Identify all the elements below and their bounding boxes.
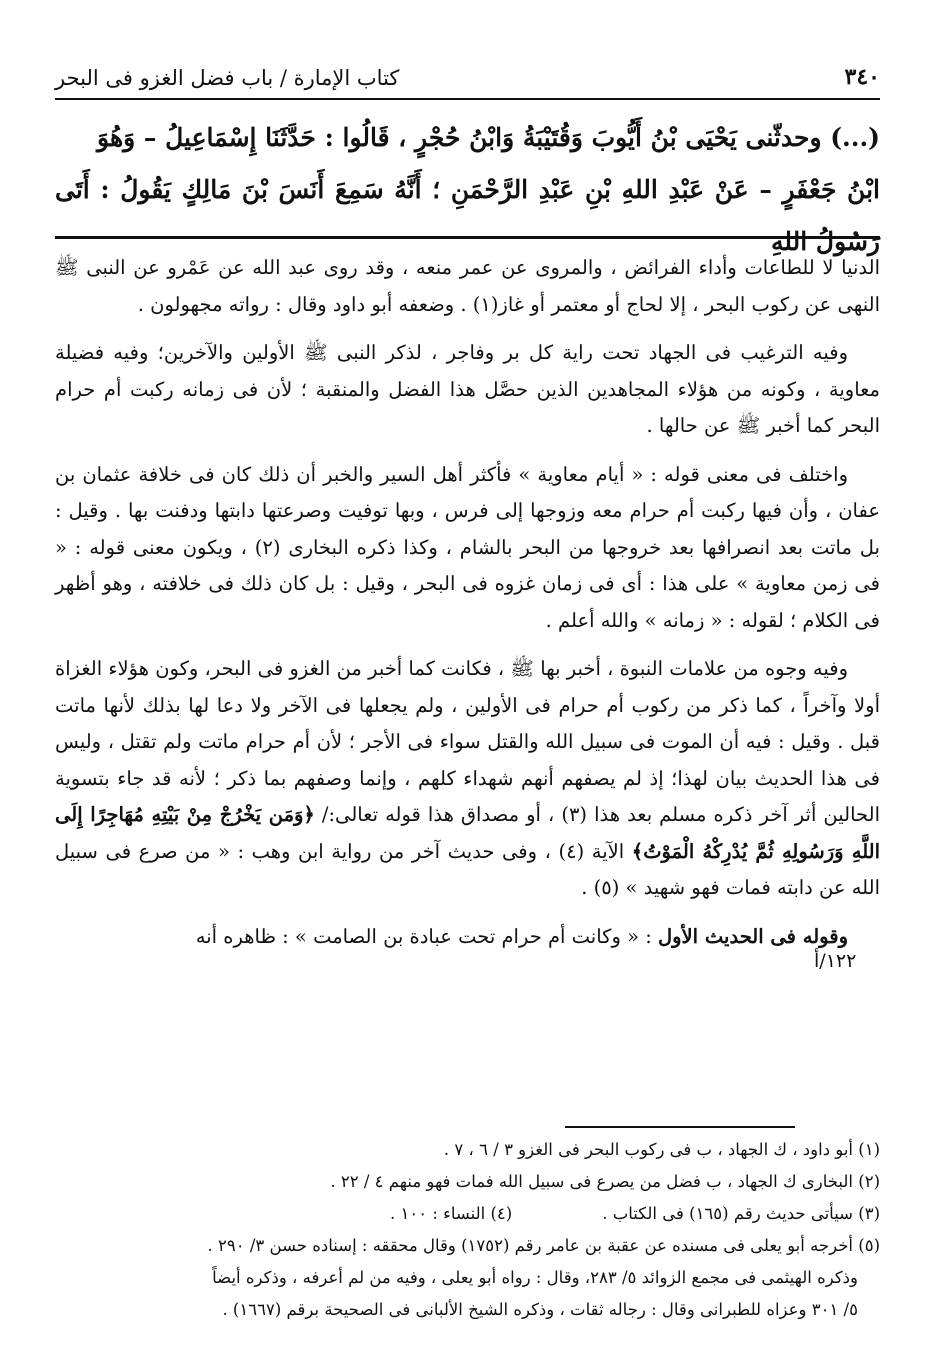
quran-verse: ﴿وَمَن يَخْرُجْ مِنْ بَيْتِهِ مُهَاجِرًا إِلَى اللَّهِ وَرَسُولِهِ ثُمَّ يُدْرِكْهُ الْمَوْتُ﴾ xyxy=(55,803,881,863)
page-number: ٣٤٠ xyxy=(844,64,880,90)
page-header xyxy=(55,62,880,100)
hadith-text xyxy=(55,112,880,268)
footnotes xyxy=(55,1134,880,1326)
commentary-paragraph: وفيه الترغيب فى الجهاد تحت راية كل بر وفاجر ، لذكر النبى ﷺ الأولين والآخرين؛ وفيه فضيلة معاوية ، وكونه من هؤلاء المجاهدين الذين حصَّل هذا الفضل والمنقبة ؛ لأن فى زمانه ركبت أم حرام البحر كما أخبر ﷺ عن حالها . xyxy=(55,341,880,437)
lemma-heading: وقوله فى الحديث الأول xyxy=(657,924,848,948)
commentary-paragraph: واختلف فى معنى قوله : « أيام معاوية » فأكثر أهل السير والخبر أن ذلك كان فى خلافة عثمان بن عفان ، وأن فيها ركبت أم حرام معه وزوجها إلى فرس ، وبها توفيت وصرعتها دابتها ودفنت بها . وقيل : بل ماتت بعد انصرافها بعد خروجها من البحر بالشام ، وكذا ذكره البخارى (٢) ، ويكون معنى قوله : « فى زمن معاوية » على هذا : أى فى زمان غزوه فى البحر ، وقيل : بل كان ذلك فى خلافته ، وهو أظهر فى الكلام ؛ لقوله : « زمانه » والله أعلم . xyxy=(55,462,880,632)
footnote-divider xyxy=(565,1126,795,1128)
section-divider xyxy=(55,236,880,239)
commentary-paragraph: الدنيا لا للطاعات وأداء الفرائض ، والمروى عن عمر منعه ، وقد روى عبد الله عن عَمْرو عن النبى ﷺ النهى عن ركوب البحر ، إلا لحاج أو معتمر أو غاز(١) . وضعفه أبو داود وقال : رواته مجهولون . xyxy=(55,256,880,316)
footnote: (٢) البخارى ك الجهاد ، ب فضل من يصرع فى سبيل الله فمات فهو منهم ٤ / ٢٢ . xyxy=(330,1172,880,1191)
footnote-row xyxy=(55,1198,880,1230)
commentary-paragraph xyxy=(55,651,880,907)
paragraph-text: وفيه وجوه من علامات النبوة ، أخبر بها ﷺ ، فكانت كما أخبر من الغزو فى البحر، وكون هؤلاء الغزاة أولا وآخراً ، كما ذكر من ركوب أم حرام فى الأولين ، ولم يجعلها فى الآخر ولا دعا لها بذلك لأنها ماتت قبل . وقيل : فيه أن الموت فى سبيل الله والقتل سواء فى الأجر ؛ لأن أم حرام ماتت ولم تقتل ، وليس فى هذا الحديث بيان لهذا؛ إذ لم يصفهم أنهم شهداء كلهم ، وإنما وصفهم بما ذكر ؛ لأنه قد جاء بتسوية الحالين أثر آخر ذكره مسلم بعد هذا (٣) ، أو مصداق هذا قوله تعالى:/ xyxy=(55,657,880,826)
hadith-line: ابْنُ جَعْفَرٍ – عَنْ عَبْدِ اللهِ بْنِ عَبْدِ الرَّحْمَنِ ؛ أَنَّهُ سَمِعَ أَنَسَ بْنَ مَالِكٍ يَقُولُ : أَتَى رَسُولُ اللهِ xyxy=(55,175,880,256)
footnote-continuation: ٥/ ٣٠١ وعزاه للطبرانى وقال : رجاله ثقات ، وذكره الشيخ الألبانى فى الصحيحة برقم (١٦٦٧) . xyxy=(222,1300,858,1319)
manuscript-folio-note: ١٢٢/أ xyxy=(814,950,857,972)
paragraph-text: : « وكانت أم حرام تحت عبادة بن الصامت » : ظاهره أنه xyxy=(195,924,652,948)
hadith-line: (...) وحدثّنى يَحْيَى بْنُ أَيُّوبَ وَقُتَيْبَةُ وَابْنُ حُجْرٍ ، قَالُوا : حَدَّثَنَا إِسْمَاعِيلُ – وَهُوَ xyxy=(97,123,880,152)
footnote: (٣) سيأتى حديث رقم (١٦٥) فى الكتاب . xyxy=(602,1204,880,1223)
footnote: (٤) النساء : ١٠٠ . xyxy=(390,1204,513,1223)
footnote: (٥) أخرجه أبو يعلى فى مسنده عن عقبة بن عامر رقم (١٧٥٢) وقال محققه : إسناده حسن ٣/ ٢٩٠ . xyxy=(207,1236,880,1255)
running-title: كتاب الإمارة / باب فضل الغزو فى البحر xyxy=(55,66,400,90)
footnote: (١) أبو داود ، ك الجهاد ، ب فى ركوب البحر فى الغزو ٣ / ٦ ، ٧ . xyxy=(443,1140,880,1159)
paragraph-text: الآية (٤) ، وفى حديث آخر من رواية ابن وهب : « من صرع فى سبيل الله عن دابته فمات فهو شهيد » (٥) . xyxy=(55,839,880,899)
footnote-continuation: وذكره الهيثمى فى مجمع الزوائد ٥/ ٢٨٣، وقال : رواه أبو يعلى ، وفيه من لم أعرفه ، وذكره أيضاً xyxy=(212,1268,858,1287)
commentary-paragraph xyxy=(55,919,880,956)
commentary-text xyxy=(55,250,880,967)
